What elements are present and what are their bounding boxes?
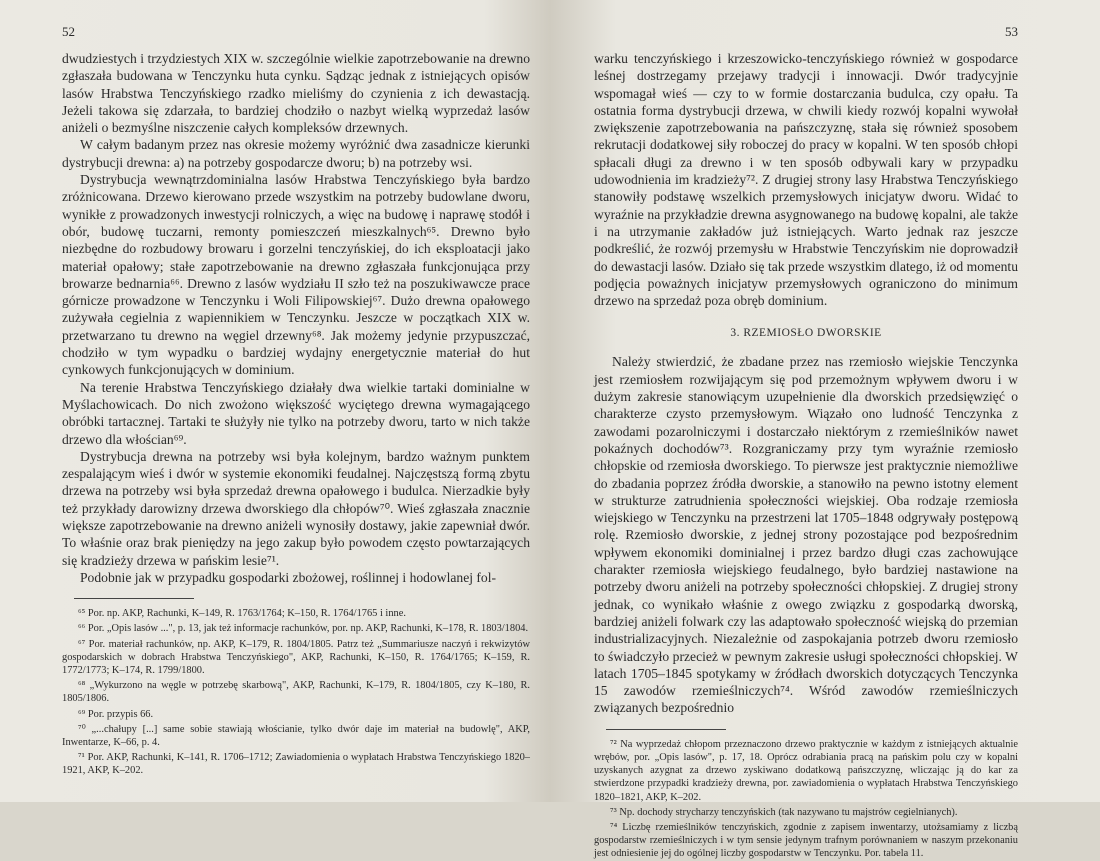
footnote: ⁷³ Np. dochody strycharzy tenczyńskich (tak nazywano tu majstrów cegielnianych). [610,806,958,818]
main-text [594,50,1018,717]
footnote: ⁶⁷ Por. materiał rachunków, np. AKP, K–179, R. 1804/1805. Patrz też „Summariusze naczyń i rekwizytów gospodarskich w dobrach Hrabstwa Tenczyńskiego", AKP, Rachunki, K–150, R. 1764/1765; K–159, R. 1772/1773; K–174, R. 1799/1800. [62,638,530,677]
right-page [550,0,1100,860]
footnote: ⁶⁸ „Wykurzono na węgle w potrzebę skarbową", AKP, Rachunki, K–179, R. 1804/1805, czy K–180, R. 1805/1806. [62,680,530,705]
paragraph: W całym badanym przez nas okresie możemy wyróżnić dwa zasadnicze kierunki dystrybucji drewna: a) na potrzeby gospodarcze dworu; b) na potrzeby wsi. [62,137,530,170]
footnote: ⁷⁴ Liczbę rzemieślników tenczyńskich, zgodnie z zapisem inwentarzy, utożsamiamy z liczbą gospodarstw rzemieślniczych i w tym sensie jedynym trafnym porównaniem w naszym przekonaniu jest odniesienie jej do ogólnej liczby gospodarstw w Tenczynku. Por. tabela 11. [594,821,1018,860]
page-number: 52 [62,24,75,39]
footnotes [594,738,1018,861]
page-number: 53 [1005,24,1018,39]
footnote: ⁶⁵ Por. np. AKP, Rachunki, K–149, R. 1763/1764; K–150, R. 1764/1765 i inne. [78,608,406,620]
paragraph: warku tenczyńskiego i krzeszowicko-tenczyńskiego również w gospodarce leśnej dostrzegamy przejawy tradycji i innowacji. Dwór tradycyjnie wspomagał wieś — czy to w formie dostarczania budulca, czy opału. Ta ostatnia forma dystrybucji drzewa, w chwili kiedy rozwój kopalni wywołał zwiększenie zapotrzebowania na pańszczyznę, stała się również sposobem rekrutacji dodatkowej siły roboczej do pracy w kopalni. W ten sposób chłopi spłacali długi za drewno i w ten sposób odbywali kary w przypadku udowodnienia im kradzieży⁷². Z drugiej strony lasy Hrabstwa Tenczyńskiego stanowiły podstawę wszelkich przemysłowych inicjatyw dworu. Widać to wyraźnie na przykładzie drewna asygnowanego na budowę kopalni, ale także i na utrzymanie zakładów już istniejących. Warto jednak raz jeszcze podkreślić, że rozwój przemysłu w Hrabstwie Tenczyńskim nie doprowadził do dewastacji lasów. Działo się tak przede wszystkim dlatego, iż od momentu podjęcia poważnych inicjatyw przemysłowych ograniczono do minimum drzewo na sprzedaż poza obręb dominium. [594,51,1018,309]
paragraph: dwudziestych i trzydziestych XIX w. szczególnie wielkie zapotrzebowanie na drewno zgłaszała budowana w Tenczynku huta cynku. Sądząc jednak z istniejących opisów lasów Hrabstwa Tenczyńskiego rzadko mieliśmy do czynienia z ich dewastacją. Jeżeli takowa się zdarzała, to bardziej chodziło o nazbyt wielką wyprzedaż lasów aniżeli o bezmyślne niszczenie całych kompleksów drzewnych. [62,51,530,136]
section-heading: 3. RZEMIOSŁO DWORSKIE [730,327,882,340]
footnote: ⁷¹ Por. AKP, Rachunki, K–141, R. 1706–1712; Zawiadomienia o wypłatach Hrabstwa Tenczyńskiego 1820–1921, AKP, K–202. [62,752,530,777]
footnote: ⁷² Na wyprzedaż chłopom przeznaczono drzewo praktycznie w każdym z istniejących aktualnie wrębów, por. „Opis lasów", p. 17, 18. Oprócz odrabiania pracą na pańskim polu czy w kopalni uzyskanych azygnat za drzewo zyskiwano dodatkową pańszczyznę, wliczając ją do kar za stwierdzone przypadki kradzieży drewna, por. zawiadomienia o wypłatach Hrabstwa Tenczyńskiego 1820–1821, AKP, K–202. [594,738,1018,803]
paragraph: Dystrybucja wewnątrzdominialna lasów Hrabstwa Tenczyńskiego była bardzo zróżnicowana. Drzewo kierowano przede wszystkim na potrzeby budowlane dworu, wynikłe z prowadzonych inwestycji rolniczych, a więc na budowę i naprawę stodół i obór, budowę tuczarni, remonty pomieszczeń mieszkalnych⁶⁵. Drewno było niezbędne do rozbudowy browaru i gorzelni tenczyńskiej, do ich eksploatacji jako materiał opałowy; stałe zapotrzebowanie na drewno zgłaszała funkcjonująca przy browarze bednarnia⁶⁶. Drewno z lasów wydziału II szło też na poszukiwawcze prace górnicze prowadzone w Tenczynku i Woli Filipowskiej⁶⁷. Dużo drewna opałowego zużywała cegielnia z wapiennikiem w Tenczynku. Jeszcze w początkach XIX w. przetwarzano tu drewno na węgiel drzewny⁶⁸. Jak możemy jedynie przypuszczać, chodziło w tym wypadku o bardziej wydajny energetycznie materiał do hut cynkowych funkcjonujących w dominium. [62,172,530,378]
footnote-rule [74,598,194,599]
footnote: ⁶⁹ Por. przypis 66. [78,708,154,720]
main-text [62,50,530,586]
left-page [0,0,550,802]
footnote: ⁷⁰ „...chałupy [...] same sobie stawiają włościanie, tylko dwór daje im materiał na budowlę", AKP, Inwentarze, K–66, p. 4. [62,723,530,749]
paragraph: Na terenie Hrabstwa Tenczyńskiego działały dwa wielkie tartaki dominialne w Myślachowicach. Do nich zwożono większość wyciętego drewna wymagającego obróbki tartacznej. Tartaki te służyły nie tylko na potrzeby dworu, tarto w nich także drzewo dla włościan⁶⁹. [62,379,530,447]
paragraph: Należy stwierdzić, że zbadane przez nas rzemiosło wiejskie Tenczynka jest rzemiosłem rozwijającym się pod przemożnym wpływem dworu i w dużym zakresie stanowiącym uzupełnienie dla dworskich przedsięwzięć o charakterze czysto przemysłowym. Wiązało ono ludność Tenczynka z zawodami pozarolniczymi i dostarczało niektórym z rzemieślników nawet pokaźnych dochodów⁷³. Rozgraniczamy przy tym wyraźnie rzemiosło chłopskie od rzemiosła dworskiego. To pierwsze jest praktycznie niemożliwe do zbadania poprzez źródła dworskie, a stanowiło na pewno istotny element w strukturze zatrudnienia społeczności wiejskiej. Oba rodzaje rzemiosła wiejskiego w Tenczynku na przestrzeni lat 1705–1848 odgrywały postępową rolę. Rzemiosło dworskie, z jednej strony pozostające pod bezpośrednim wpływem ekonomiki dominialnej i przez bardzo długi czas zachowujące charakter rzemiosła wiejskiego feudalnego, było bardziej nastawione na potrzeby dworu aniżeli na potrzeby społeczności chłopskiej. Z drugiej strony jednak, co wynikało właśnie z owego związku z gospodarką dworską, bardziej aniżeli folwark czy las adaptowało społeczność wiejską do przemian industrializacyjnych. Niezależnie od zaspokajania potrzeb dworu rzemiosło to świadczyło przecież w pewnym zakresie usługi społeczności chłopskiej. W latach 1705–1845 spotykamy w źródłach dworskich dotyczących Tenczynka 15 zawodów rzemieślniczych⁷⁴. Wśród zawodów rzemieślniczych związanych bezpośrednio [594,354,1018,716]
paragraph: Dystrybucja drewna na potrzeby wsi była kolejnym, bardzo ważnym punktem zespalającym wieś i dwór w systemie ekonomiki feudalnej. Najczęstszą formą zbytu drzewa na potrzeby wsi była sprzedaż drewna opałowego i budulca. Nierzadkie były też przykłady darowizny drzewa dworskiego dla chłopów⁷⁰. Wieś zgłaszała znacznie większe zapotrzebowanie na drewno aniżeli wynosiły dostawy, jakie zapewniał dwór. To właśnie oraz brak pieniędzy na jego zakup było powodem często powtarzających się kradzieży drzewa w pańskim lesie⁷¹. [62,448,530,568]
paragraph: Podobnie jak w przypadku gospodarki zbożowej, roślinnej i hodowlanej fol- [80,569,497,585]
footnote: ⁶⁶ Por. „Opis lasów ...", p. 13, jak też informacje rachunków, por. np. AKP, Rachunki, K–178, R. 1803/1804. [78,623,529,635]
footnote-rule [606,729,726,730]
footnotes [62,607,530,777]
